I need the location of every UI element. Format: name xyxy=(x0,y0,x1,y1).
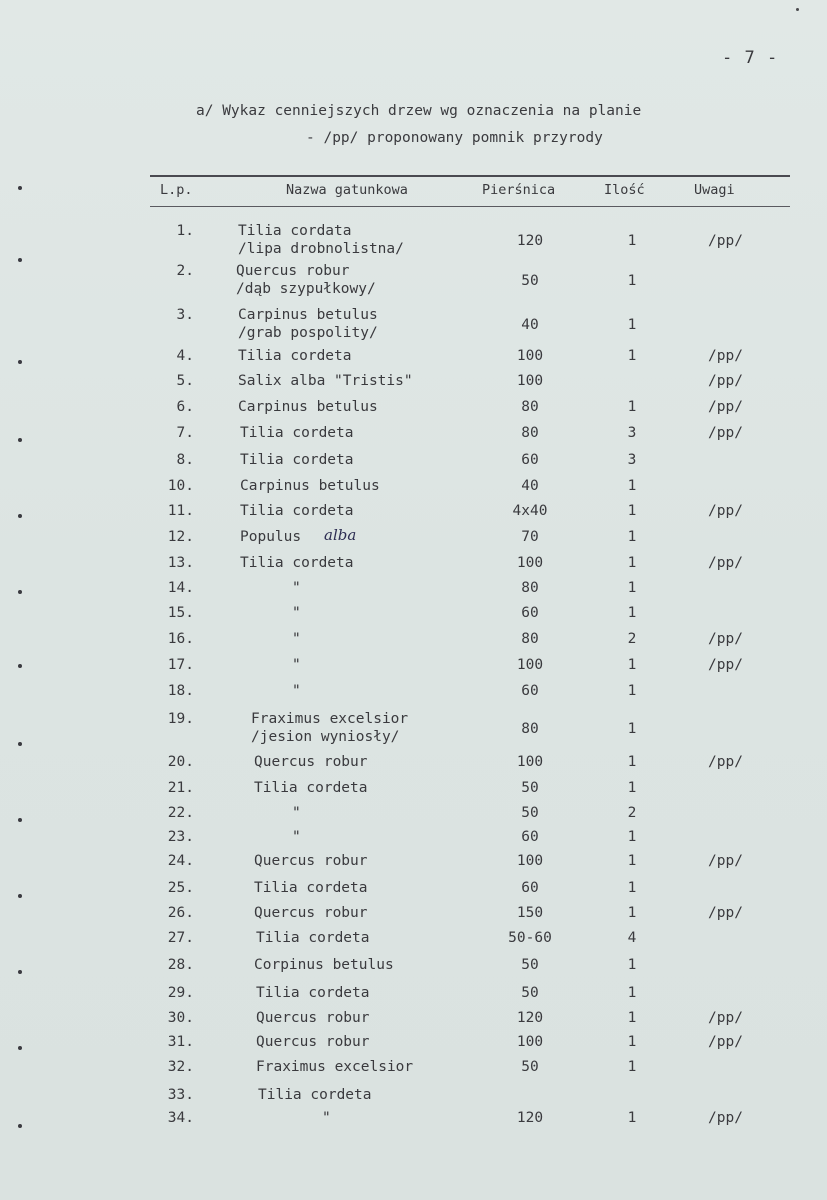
row-species-name: " xyxy=(322,1110,331,1126)
column-header-uwagi: Uwagi xyxy=(694,182,735,198)
row-piersnica: 4x40 xyxy=(512,503,548,519)
margin-dot xyxy=(18,742,22,746)
row-species-name: Tilia cordeta xyxy=(258,1087,372,1103)
column-header-lp: L.p. xyxy=(160,182,193,198)
row-lp: 15. xyxy=(167,605,194,621)
row-ilosc: 1 xyxy=(627,503,637,519)
row-species-name: " xyxy=(292,683,301,699)
row-uwagi: /pp/ xyxy=(708,1110,743,1126)
margin-dot xyxy=(18,258,22,262)
row-species-name: Corpinus betulus xyxy=(254,957,394,973)
row-ilosc: 1 xyxy=(627,780,637,796)
row-ilosc: 1 xyxy=(627,683,637,699)
row-uwagi: /pp/ xyxy=(708,905,743,921)
row-ilosc: 3 xyxy=(627,425,637,441)
row-ilosc: 1 xyxy=(627,829,637,845)
row-lp: 8. xyxy=(176,452,194,468)
row-ilosc: 1 xyxy=(627,1059,637,1075)
row-ilosc: 1 xyxy=(627,1010,637,1026)
row-ilosc: 1 xyxy=(627,233,637,249)
row-lp: 34. xyxy=(167,1110,194,1126)
row-ilosc: 1 xyxy=(627,348,637,364)
row-lp: 4. xyxy=(176,348,194,364)
row-lp: 32. xyxy=(167,1059,194,1075)
column-header-ilosc: Ilość xyxy=(604,182,645,198)
row-piersnica: 120 xyxy=(516,1110,544,1126)
row-piersnica: 150 xyxy=(516,905,544,921)
row-species-name: Salix alba "Tristis" xyxy=(238,373,413,389)
row-uwagi: /pp/ xyxy=(708,1034,743,1050)
row-lp: 18. xyxy=(167,683,194,699)
column-header-piersnica: Pierśnica xyxy=(482,182,556,198)
row-lp: 31. xyxy=(167,1034,194,1050)
row-species-polish-name: /grab pospolity/ xyxy=(238,325,378,341)
row-lp: 14. xyxy=(167,580,194,596)
row-lp: 11. xyxy=(167,503,194,519)
row-species-name: Tilia cordeta xyxy=(240,555,354,571)
row-lp: 3. xyxy=(176,307,194,323)
row-uwagi: /pp/ xyxy=(708,233,743,249)
row-species-name: Populus xyxy=(240,529,302,545)
row-lp: 7. xyxy=(176,425,194,441)
row-lp: 19. xyxy=(167,711,194,727)
row-species-name: " xyxy=(292,657,301,673)
row-piersnica: 50 xyxy=(521,780,539,796)
row-lp: 10. xyxy=(167,478,194,494)
margin-dot xyxy=(18,360,22,364)
row-species-name: Fraximus excelsior xyxy=(256,1059,414,1075)
row-piersnica: 100 xyxy=(516,348,544,364)
row-piersnica: 40 xyxy=(521,478,539,494)
row-species-name: Carpinus betulus xyxy=(238,307,378,323)
row-species-name: Tilia cordeta xyxy=(254,780,368,796)
row-species-name: " xyxy=(292,829,301,845)
row-piersnica: 100 xyxy=(516,754,544,770)
row-species-name: Quercus robur xyxy=(236,263,350,279)
margin-dot xyxy=(18,664,22,668)
row-lp: 12. xyxy=(167,529,194,545)
table-header-rule xyxy=(150,206,790,207)
row-piersnica: 100 xyxy=(516,657,544,673)
row-species-name: Tilia cordeta xyxy=(256,985,370,1001)
row-species-polish-name: /lipa drobnolistna/ xyxy=(238,241,404,257)
row-piersnica: 50 xyxy=(521,985,539,1001)
row-ilosc: 1 xyxy=(627,905,637,921)
row-uwagi: /pp/ xyxy=(708,399,743,415)
margin-dot xyxy=(18,818,22,822)
row-piersnica: 60 xyxy=(521,829,539,845)
row-species-name: Fraximus excelsior xyxy=(251,711,409,727)
row-species-name: Quercus robur xyxy=(254,853,368,869)
row-uwagi: /pp/ xyxy=(708,754,743,770)
row-piersnica: 120 xyxy=(516,233,544,249)
row-lp: 17. xyxy=(167,657,194,673)
row-lp: 30. xyxy=(167,1010,194,1026)
row-piersnica: 100 xyxy=(516,555,544,571)
margin-dot xyxy=(18,1124,22,1128)
margin-dot xyxy=(18,438,22,442)
row-piersnica: 50-60 xyxy=(508,930,552,946)
row-ilosc: 1 xyxy=(627,1110,637,1126)
row-ilosc: 1 xyxy=(627,580,637,596)
row-uwagi: /pp/ xyxy=(708,503,743,519)
row-piersnica: 120 xyxy=(516,1010,544,1026)
row-piersnica: 60 xyxy=(521,683,539,699)
row-piersnica: 80 xyxy=(521,425,539,441)
row-species-name: Tilia cordeta xyxy=(240,503,354,519)
row-lp: 21. xyxy=(167,780,194,796)
row-ilosc: 1 xyxy=(627,317,637,333)
row-ilosc: 1 xyxy=(627,880,637,896)
row-ilosc: 4 xyxy=(627,930,637,946)
row-lp: 29. xyxy=(167,985,194,1001)
row-species-name: Tilia cordata xyxy=(238,223,352,239)
row-lp: 20. xyxy=(167,754,194,770)
row-species-name: Quercus robur xyxy=(254,905,368,921)
row-lp: 6. xyxy=(176,399,194,415)
row-ilosc: 1 xyxy=(627,1034,637,1050)
row-piersnica: 60 xyxy=(521,605,539,621)
margin-dot xyxy=(18,186,22,190)
row-uwagi: /pp/ xyxy=(708,373,743,389)
row-ilosc: 3 xyxy=(627,452,637,468)
row-species-name: Tilia cordeta xyxy=(240,425,354,441)
row-uwagi: /pp/ xyxy=(708,1010,743,1026)
row-ilosc: 1 xyxy=(627,853,637,869)
column-header-name: Nazwa gatunkowa xyxy=(286,182,408,198)
row-lp: 27. xyxy=(167,930,194,946)
row-species-name: " xyxy=(292,805,301,821)
row-uwagi: /pp/ xyxy=(708,425,743,441)
row-species-polish-name: /jesion wyniosły/ xyxy=(251,729,400,745)
row-piersnica: 80 xyxy=(521,631,539,647)
margin-dot xyxy=(18,970,22,974)
row-ilosc: 1 xyxy=(627,605,637,621)
row-piersnica: 40 xyxy=(521,317,539,333)
row-ilosc: 2 xyxy=(627,805,637,821)
row-species-name: Quercus robur xyxy=(256,1010,370,1026)
row-piersnica: 80 xyxy=(521,399,539,415)
row-piersnica: 80 xyxy=(521,580,539,596)
row-species-name: Tilia cordeta xyxy=(256,930,370,946)
row-lp: 22. xyxy=(167,805,194,821)
row-uwagi: /pp/ xyxy=(708,631,743,647)
document-title: a/ Wykaz cenniejszych drzew wg oznaczenia na planie xyxy=(196,103,642,119)
row-ilosc: 1 xyxy=(627,399,637,415)
row-species-name: Quercus robur xyxy=(254,754,368,770)
row-piersnica: 50 xyxy=(521,273,539,289)
row-ilosc: 1 xyxy=(627,529,637,545)
row-ilosc: 1 xyxy=(627,478,637,494)
row-lp: 1. xyxy=(176,223,194,239)
row-piersnica: 60 xyxy=(521,452,539,468)
row-lp: 28. xyxy=(167,957,194,973)
row-piersnica: 100 xyxy=(516,1034,544,1050)
row-piersnica: 70 xyxy=(521,529,539,545)
row-species-name: Carpinus betulus xyxy=(240,478,380,494)
corner-mark xyxy=(796,8,799,11)
row-ilosc: 1 xyxy=(627,754,637,770)
row-ilosc: 1 xyxy=(627,555,637,571)
margin-dot xyxy=(18,514,22,518)
row-uwagi: /pp/ xyxy=(708,348,743,364)
row-piersnica: 100 xyxy=(516,373,544,389)
row-lp: 16. xyxy=(167,631,194,647)
table-top-rule xyxy=(150,175,790,177)
row-piersnica: 60 xyxy=(521,880,539,896)
row-lp: 5. xyxy=(176,373,194,389)
row-species-name: Tilia cordeta xyxy=(240,452,354,468)
row-species-handwritten: alba xyxy=(324,526,357,544)
row-lp: 25. xyxy=(167,880,194,896)
row-lp: 23. xyxy=(167,829,194,845)
row-lp: 2. xyxy=(176,263,194,279)
row-piersnica: 50 xyxy=(521,1059,539,1075)
row-piersnica: 100 xyxy=(516,853,544,869)
row-uwagi: /pp/ xyxy=(708,555,743,571)
row-species-name: " xyxy=(292,580,301,596)
row-ilosc: 1 xyxy=(627,273,637,289)
row-lp: 33. xyxy=(167,1087,194,1103)
row-ilosc: 1 xyxy=(627,657,637,673)
row-species-name: " xyxy=(292,605,301,621)
row-species-name: Tilia cordeta xyxy=(254,880,368,896)
row-ilosc: 1 xyxy=(627,721,637,737)
row-ilosc: 1 xyxy=(627,985,637,1001)
row-ilosc: 2 xyxy=(627,631,637,647)
row-lp: 24. xyxy=(167,853,194,869)
document-subtitle: - /pp/ proponowany pomnik przyrody xyxy=(306,130,603,146)
margin-dot xyxy=(18,590,22,594)
row-species-polish-name: /dąb szypułkowy/ xyxy=(236,281,376,297)
row-piersnica: 80 xyxy=(521,721,539,737)
row-species-name: Carpinus betulus xyxy=(238,399,378,415)
row-lp: 26. xyxy=(167,905,194,921)
margin-dot xyxy=(18,894,22,898)
row-uwagi: /pp/ xyxy=(708,853,743,869)
row-ilosc: 1 xyxy=(627,957,637,973)
page-number: - 7 - xyxy=(722,48,779,68)
row-species-name: " xyxy=(292,631,301,647)
row-piersnica: 50 xyxy=(521,957,539,973)
row-species-name: Quercus robur xyxy=(256,1034,370,1050)
row-piersnica: 50 xyxy=(521,805,539,821)
margin-dot xyxy=(18,1046,22,1050)
row-lp: 13. xyxy=(167,555,194,571)
row-uwagi: /pp/ xyxy=(708,657,743,673)
row-species-name: Tilia cordeta xyxy=(238,348,352,364)
